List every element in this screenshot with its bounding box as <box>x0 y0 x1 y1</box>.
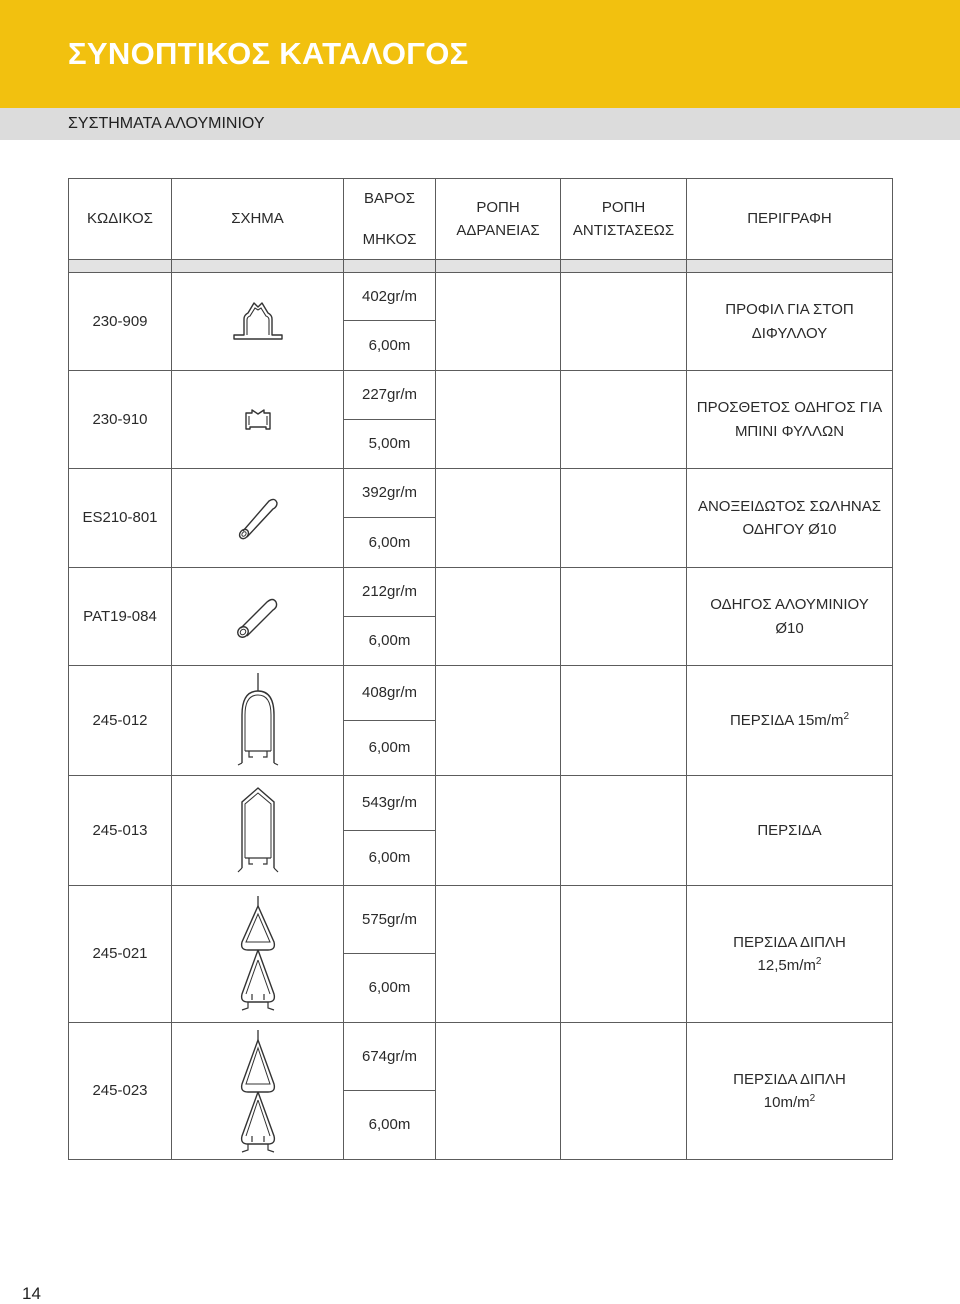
catalog-table <box>68 178 893 1160</box>
row-moment-resistance <box>561 886 687 1023</box>
table-row <box>69 568 893 617</box>
row-length: 6,00m <box>344 617 436 666</box>
description-line2: 10m/m <box>763 1094 810 1111</box>
header-moment-inertia-line1: ΡΟΠΗ <box>476 198 520 216</box>
row-description <box>687 886 893 1023</box>
header-separator <box>69 260 893 273</box>
description-line2: 12,5m/m <box>757 957 816 974</box>
description-superscript: 2 <box>809 1093 816 1104</box>
header-moment-inertia-line2: ΑΔΡΑΝΕΙΑΣ <box>456 222 540 239</box>
table-row <box>69 371 893 420</box>
header-length: ΜΗΚΟΣ <box>344 220 436 260</box>
row-moment-inertia <box>436 1023 561 1160</box>
row-moment-inertia <box>436 568 561 666</box>
row-length: 6,00m <box>344 831 436 886</box>
description-line2: ΜΠΙΝΙ ΦΥΛΛΩΝ <box>734 422 845 440</box>
table-row <box>69 886 893 954</box>
row-weight: 408gr/m <box>344 666 436 721</box>
double-blade-icon <box>172 886 344 1023</box>
blade-round-icon <box>172 666 344 776</box>
row-description <box>687 273 893 371</box>
header-moment-resistance <box>561 179 687 260</box>
row-description <box>687 1023 893 1160</box>
row-code: 245-012 <box>69 666 172 776</box>
row-weight: 392gr/m <box>344 469 436 518</box>
row-moment-inertia <box>436 371 561 469</box>
row-moment-inertia <box>436 469 561 568</box>
description-line1: ΠΕΡΣΙΔΑ 15m/m <box>729 711 844 729</box>
table-row <box>69 469 893 518</box>
double-blade-icon <box>172 1023 344 1160</box>
row-weight: 227gr/m <box>344 371 436 420</box>
row-length: 6,00m <box>344 518 436 568</box>
description-line1: ΠΕΡΣΙΔΑ <box>757 821 822 839</box>
tube-icon <box>172 568 344 666</box>
row-weight: 402gr/m <box>344 273 436 321</box>
table-row <box>69 273 893 321</box>
description-line2: ΟΔΗΓΟΥ Ø10 <box>742 521 837 538</box>
description-line2: ΔΙΦΥΛΛΟΥ <box>751 324 828 342</box>
header-code: ΚΩΔΙΚΟΣ <box>69 179 172 260</box>
description-superscript: 2 <box>843 710 850 722</box>
description-line2: Ø10 <box>775 619 804 637</box>
row-length: 6,00m <box>344 721 436 776</box>
description-line1: ΟΔΗΓΟΣ ΑΛΟΥΜΙΝΙΟΥ <box>710 596 869 614</box>
header-shape: ΣΧΗΜΑ <box>172 179 344 260</box>
blade-pointed-icon <box>172 776 344 886</box>
row-moment-inertia <box>436 886 561 1023</box>
row-length: 5,00m <box>344 420 436 469</box>
row-moment-resistance <box>561 666 687 776</box>
row-code: 230-910 <box>69 371 172 469</box>
row-description <box>687 568 893 666</box>
description-line1: ΠΕΡΣΙΔΑ ΔΙΠΛΗ <box>733 1070 846 1088</box>
header-moment-resistance-line1: ΡΟΠΗ <box>601 198 646 216</box>
row-moment-resistance <box>561 371 687 469</box>
row-moment-inertia <box>436 273 561 371</box>
description-line1: ΠΡΟΦΙΛ ΓΙΑ ΣΤΟΠ <box>725 301 854 319</box>
table-row <box>69 666 893 721</box>
row-weight: 543gr/m <box>344 776 436 831</box>
row-code: 245-023 <box>69 1023 172 1160</box>
row-code: 245-013 <box>69 776 172 886</box>
row-moment-resistance <box>561 776 687 886</box>
row-weight: 674gr/m <box>344 1023 436 1091</box>
row-code: 230-909 <box>69 273 172 371</box>
row-weight: 212gr/m <box>344 568 436 617</box>
row-moment-resistance <box>561 469 687 568</box>
header-weight: ΒΑΡΟΣ <box>344 179 436 220</box>
row-moment-resistance <box>561 1023 687 1160</box>
row-code: 245-021 <box>69 886 172 1023</box>
table-row <box>69 776 893 831</box>
row-moment-resistance <box>561 568 687 666</box>
tube-icon <box>172 469 344 568</box>
row-code: ES210-801 <box>69 469 172 568</box>
row-length: 6,00m <box>344 954 436 1023</box>
description-line1: ΑΝΟΞΕΙΔΩΤΟΣ ΣΩΛΗΝΑΣ <box>697 497 882 515</box>
page-subtitle: ΣΥΣΤΗΜΑΤΑ ΑΛΟΥΜΙΝΙΟΥ <box>68 115 265 132</box>
description-superscript: 2 <box>815 956 822 967</box>
row-description <box>687 469 893 568</box>
row-moment-resistance <box>561 273 687 371</box>
description-line1: ΠΡΟΣΘΕΤΟΣ ΟΔΗΓΟΣ ΓΙΑ <box>696 399 883 417</box>
header-description: ΠΕΡΙΓΡΑΦΗ <box>687 179 893 260</box>
header-moment-resistance-line2: ΑΝΤΙΣΤΑΣΕΩΣ <box>572 222 675 239</box>
description-line1: ΠΕΡΣΙΔΑ ΔΙΠΛΗ <box>733 933 846 951</box>
row-weight: 575gr/m <box>344 886 436 954</box>
row-description <box>687 371 893 469</box>
table-header-row <box>69 179 893 220</box>
row-description <box>687 666 893 776</box>
stop-profile-icon <box>172 273 344 371</box>
guide-profile-icon <box>172 371 344 469</box>
header-moment-inertia <box>436 179 561 260</box>
row-moment-inertia <box>436 666 561 776</box>
row-description <box>687 776 893 886</box>
page-number: 14 <box>22 1284 41 1303</box>
page-title: ΣΥΝΟΠΤΙΚΟΣ ΚΑΤΑΛΟΓΟΣ <box>68 36 469 71</box>
row-length: 6,00m <box>344 321 436 371</box>
row-code: PAT19-084 <box>69 568 172 666</box>
table-row <box>69 1023 893 1091</box>
row-moment-inertia <box>436 776 561 886</box>
row-length: 6,00m <box>344 1091 436 1160</box>
